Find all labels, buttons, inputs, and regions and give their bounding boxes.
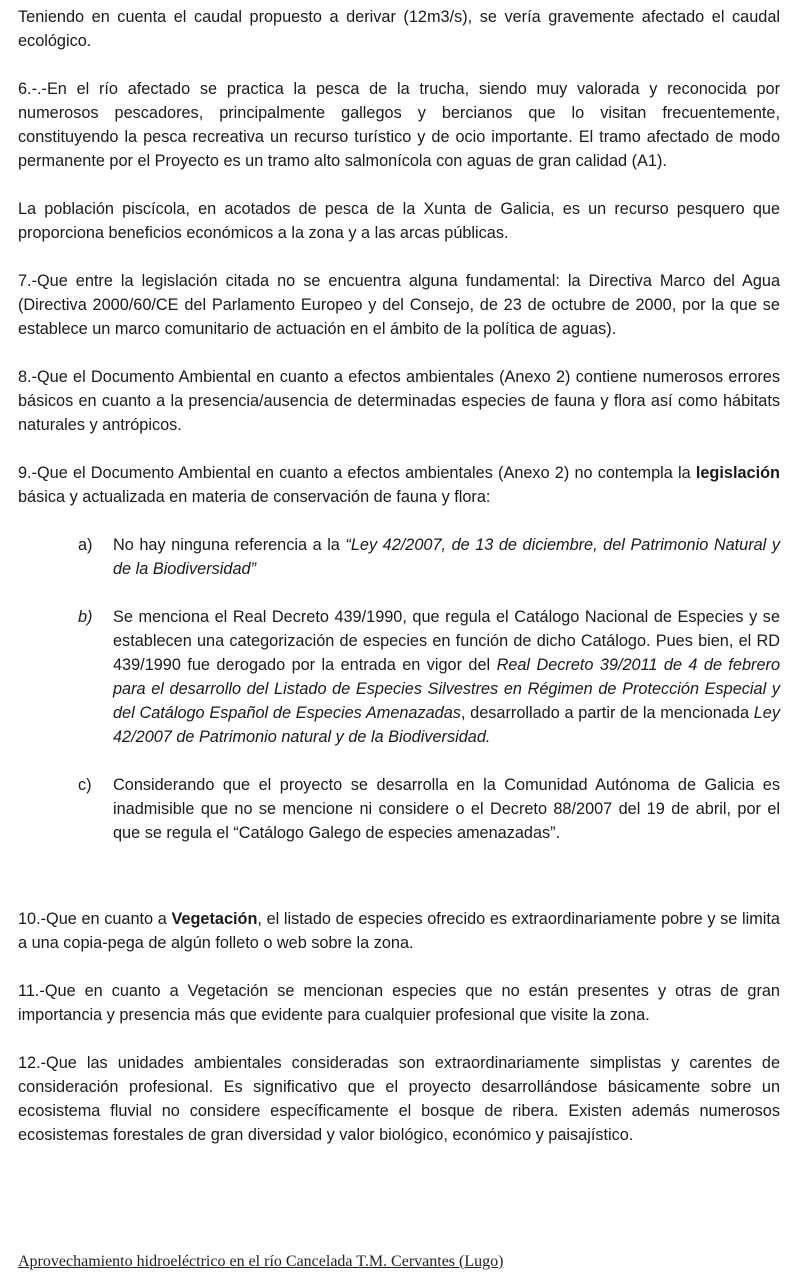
paragraph-10-text-2: , el listado de especies ofrecido es extraordinariamente pobre y se limita a una copia-pega de algún folleto o web sobre la zona.	[18, 910, 780, 952]
document-body	[18, 5, 780, 1171]
paragraph-6: 6.-.-En el río afectado se practica la pesca de la trucha, siendo muy valorada y reconocida por numerosos pescadores, principalmente gallegos y bercianos que lo visitan frecuentemente, constituyendo la pesca recreativa un recurso turístico y de ocio importante. El tramo afectado de modo permanente por el Proyecto es un tramo alto salmonícola con aguas de gran calidad (A1).	[18, 80, 780, 170]
list-item-b-text-1: Se menciona el Real Decreto 439/1990, que regula el Catálogo Nacional de Especies y se establecen una categorización de especies en función de dicho Catálogo. Pues bien, el RD 439/1990 fue derogado por la entrada en vigor del	[113, 608, 780, 674]
paragraph-10-text-1: 10.-Que en cuanto a	[18, 910, 172, 928]
paragraph-intro: Teniendo en cuenta el caudal propuesto a derivar (12m3/s), se vería gravemente afectado el caudal ecológico.	[18, 8, 780, 50]
list-marker-a: a)	[78, 536, 93, 554]
paragraph-8: 8.-Que el Documento Ambiental en cuanto a efectos ambientales (Anexo 2) contiene numerosos errores básicos en cuanto a la presencia/ausencia de determinadas especies de fauna y flora así como hábitats naturales y antrópicos.	[18, 368, 780, 434]
list-marker-c: c)	[78, 776, 92, 794]
legislation-list	[18, 533, 780, 845]
paragraph-7: 7.-Que entre la legislación citada no se encuentra alguna fundamental: la Directiva Marco del Agua (Directiva 2000/60/CE del Parlamento Europeo y del Consejo, de 23 de octubre de 2000, por la que se establece un marco comunitario de actuación en el ámbito de la política de aguas).	[18, 272, 780, 338]
paragraph-9	[18, 461, 780, 509]
paragraph-12: 12.-Que las unidades ambientales consideradas son extraordinariamente simplistas y carentes de consideración profesional. Es significativo que el proyecto desarrollándose básicamente sobre un ecosistema fluvial no considere específicamente el bosque de ribera. Existen además numerosos ecosistemas forestales de gran diversidad y valor biológico, económico y paisajístico.	[18, 1054, 780, 1144]
list-marker-b: b)	[78, 608, 93, 626]
list-item-a-text: No hay ninguna referencia a la	[113, 536, 346, 554]
paragraph-9-text-1: 9.-Que el Documento Ambiental en cuanto a efectos ambientales (Anexo 2) no contempla la	[18, 464, 696, 482]
page-footer: Aprovechamiento hidroeléctrico en el río Cancelada T.M. Cervantes (Lugo)	[18, 1253, 504, 1270]
list-item-c	[18, 773, 780, 845]
list-item-c-text: Considerando que el proyecto se desarrolla en la Comunidad Autónoma de Galicia es inadmisible que no se mencione ni considere o el Decreto 88/2007 del 19 de abril, por el que se regula el “Catálogo Galego de especies amenazadas”.	[113, 776, 780, 842]
list-item-b-italic-1: Real Decreto 39/2011 de 4 de febrero para el desarrollo del Listado de Especies Silvestres en Régimen de Protección Especial y del Catálogo Español de Especies Amenazadas	[113, 656, 781, 722]
paragraph-9-bold: legislación	[695, 464, 780, 482]
list-item-a	[18, 533, 780, 581]
list-item-b-italic-2: Ley 42/2007 de Patrimonio natural y de la Biodiversidad.	[113, 704, 780, 746]
list-item-a-italic: “Ley 42/2007, de 13 de diciembre, del Patrimonio Natural y de la Biodiversidad”	[113, 536, 780, 578]
list-item-b	[18, 605, 780, 749]
section-gap	[18, 869, 780, 907]
paragraph-11: 11.-Que en cuanto a Vegetación se mencionan especies que no están presentes y otras de gran importancia y presencia más que evidente para cualquier profesional que visite la zona.	[18, 982, 780, 1024]
paragraph-10	[18, 907, 780, 955]
paragraph-10-bold: Vegetación	[171, 910, 258, 928]
paragraph-6b: La población piscícola, en acotados de pesca de la Xunta de Galicia, es un recurso pesquero que proporciona beneficios económicos a la zona y a las arcas públicas.	[18, 200, 780, 242]
paragraph-9-text-2: básica y actualizada en materia de conservación de fauna y flora:	[18, 488, 491, 506]
list-item-b-text-2: , desarrollado a partir de la mencionada	[460, 704, 754, 722]
